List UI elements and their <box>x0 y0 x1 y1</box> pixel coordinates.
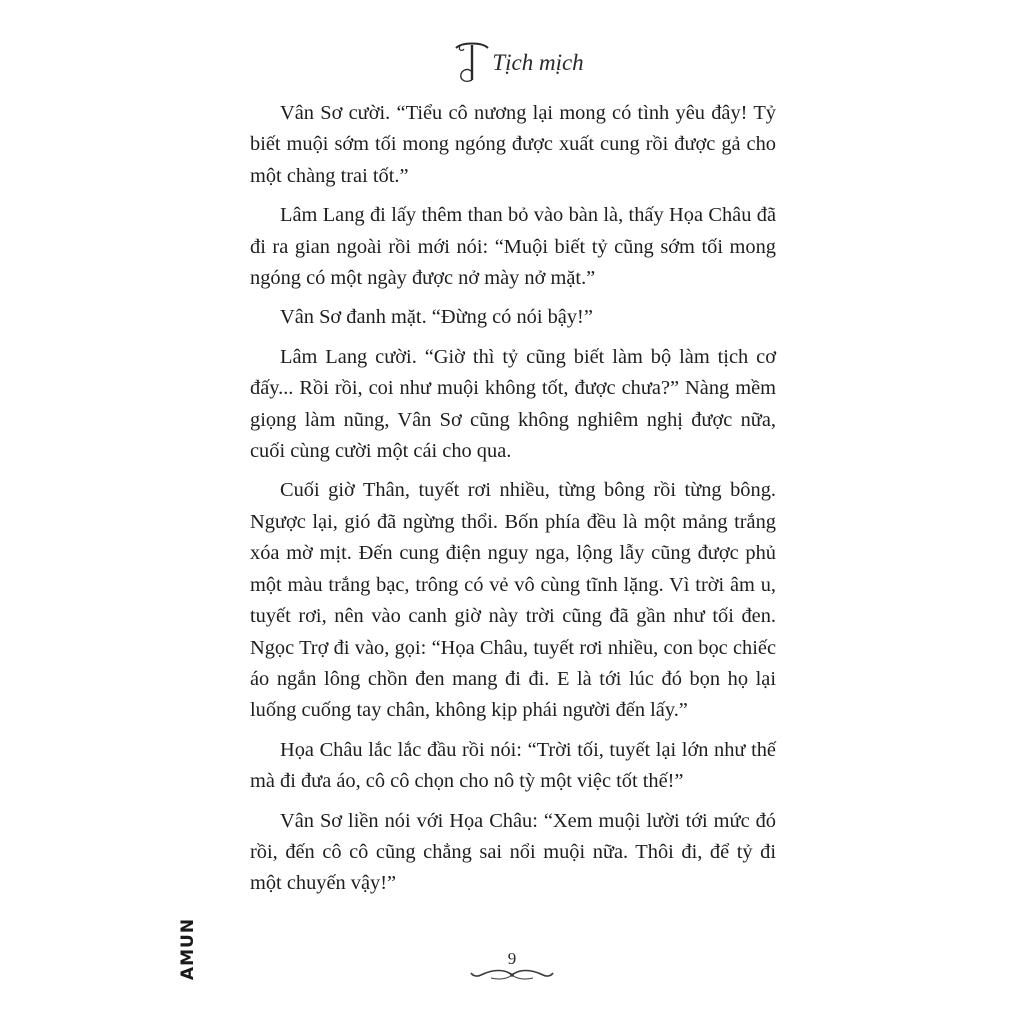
book-title-text: Tịch mịch <box>492 50 584 75</box>
publisher-name: AMUN <box>178 917 198 981</box>
paragraph: Họa Châu lắc lắc đầu rồi nói: “Trời tối, tuyết lại lớn như thế mà đi đưa áo, cô cô chọn cho nô tỳ một việc tốt thế!” <box>250 738 776 793</box>
paragraph: Vân Sơ cười. “Tiểu cô nương lại mong có tình yêu đây! Tỷ biết muội sớm tối mong ngóng được xuất cung rồi được gả cho một chàng trai tốt.” <box>250 102 776 187</box>
paragraph: Lâm Lang đi lấy thêm than bỏ vào bàn là, thấy Họa Châu đã đi ra gian ngoài rồi mới nói: “Muội biết tỷ cũng sớm tối mong ngóng có một ngày được nở mày nở mặt.” <box>250 204 776 290</box>
body-text <box>250 98 776 908</box>
paragraph: Cuối giờ Thân, tuyết rơi nhiều, từng bông rồi từng bông. Ngược lại, gió đã ngừng thổi. Bốn phía đều là một mảng trắng xóa mờ mịt. Đến cung điện nguy nga, lộng lẫy cũng được phủ một màu trắng bạc, trông có vẻ vô cùng tĩnh lặng. Vì trời âm u, tuyết rơi, nên vào canh giờ này trời cũng đã gần như tối đen. Ngọc Trợ đi vào, gọi: “Họa Châu, tuyết rơi nhiều, con bọc chiếc áo ngắn lông chồn đen mang đi đi. E là tới lúc đó bọn họ lại luống cuống tay chân, không kịp phái người đến lấy.” <box>250 479 776 722</box>
paragraph: Lâm Lang cười. “Giờ thì tỷ cũng biết làm bộ làm tịch cơ đấy... Rồi rồi, coi như muội không tốt, được chưa?” Nàng mềm giọng làm nũng, Vân Sơ cũng không nghiêm nghị được nữa, cuối cùng cười một cái cho qua. <box>250 345 776 463</box>
page-footer <box>0 949 1024 983</box>
paragraph: Vân Sơ đanh mặt. “Đừng có nói bậy!” <box>280 306 593 329</box>
book-title <box>480 40 583 86</box>
title-flourish-icon <box>452 40 492 86</box>
page-number: 9 <box>507 949 517 968</box>
running-header <box>0 40 1024 90</box>
footer-ornament-icon <box>469 967 555 983</box>
paragraph: Vân Sơ liền nói với Họa Châu: “Xem muội lười tới mức đó rồi, đến cô cô cũng chẳng sai nổi muội nữa. Thôi đi, để tỷ đi một chuyến vậy!” <box>250 809 776 895</box>
